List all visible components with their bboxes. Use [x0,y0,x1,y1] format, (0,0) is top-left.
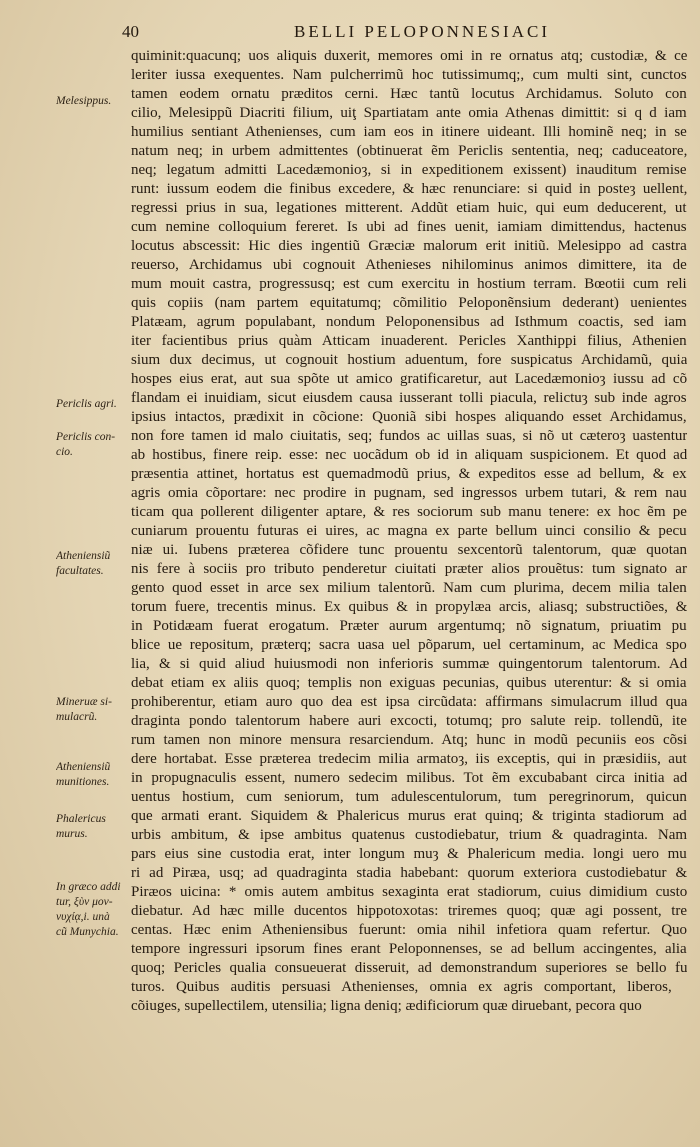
margin-note-line: νυχίᾳ,i. unà [56,911,110,923]
text-line: tempore ingressuri ipsorum fines erant Peloponnenses, se ad bellum accingentes, alia [131,941,687,957]
text-line: diebatur. Ad hæc mille ducentos hippotoxotas: triremes quoq; quæ agi possent, tre [131,903,687,919]
text-line: centas. Hæc enim Atheniensibus fuerunt: omia nihil infetiora quam refertur. Quo [131,922,687,938]
margin-note-line: Periclis agri. [56,398,117,410]
text-line: cilio, Melesippũ Diacriti filium, uiţ Spartiatam ante omia Athenas dimittit: si q d iam [131,105,687,121]
text-line: humilius sentiant Athenienses, cum iam eos in itinere uideant. Illi hominẽ neq; in se [131,124,687,140]
text-line: ipsius intactos, prædixit in cõcione: Quoniã sibi hospes aliquando esset Archidamus, [131,409,687,425]
text-line: præsentia attinet, hortatus est quemadmodũ prius, & expeditos esse ad bellum, & ex [131,466,687,482]
margin-note-melesippus [56,94,130,109]
body-text [131,47,691,1016]
text-line: ab hostibus, finere reip. esse: nec uocãdum ob id in aliquam suspicionem. Et quod ad [131,447,687,463]
text-line: ticam qua pollerent diligenter aptare, & res sociorum sub manu tenere: ex hoc ẽm pe [131,504,687,520]
margin-note-periclis-agri [56,397,130,412]
margin-note-line: murus. [56,828,88,840]
text-line: torum fuere, trecentis minus. Ex quibus & in propylæa arcis, aliasq; substructiões, & [131,599,687,615]
text-line: cõiuges, supellectilem, utensilia; ligna deniq; ædificiorum quæ diruebant, pecora quo [131,998,642,1014]
text-line: locutus abscessit: Hic dies ingentiũ Græciæ malorum erit initiũ. Melesippo ad castra [131,238,687,254]
text-line: in propugnaculis essent, numero sedecim milibus. Tot ẽm excubabant circa initia ad [131,770,687,786]
text-line: cuniarum prouentu futuras ei uires, ac magna ex parte bellum uinci consilio & pecu [131,523,687,539]
margin-note-phalericus-murus [56,812,130,842]
margin-note-in-graeco [56,880,130,940]
text-line: flandam ei inuidiam, sicut eiusdem causa iusserant tolli piacula, relictuȝ sub inde agros [131,390,687,406]
running-head: BELLI PELOPONNESIACI [294,22,550,41]
text-line: blice ue repositum, præterq; sacra uasa uel põparum, uel certaminum, ac Medica spo [131,637,687,653]
text-line: reuerso, Archidamus ubi cognouit Athenieses nihilominus animos dimittere, ita de [131,257,687,273]
text-line: agris omia cõportare: nec prodire in pugnam, sed ingressos urbem tutari, & rem nau [131,485,687,501]
text-line: gento quod esset in arce sex milium talentorũ. Nam cum plurima, decem milia talen [131,580,687,596]
margin-note-line: Atheniensiũ [56,550,111,562]
margin-note-line: munitiones. [56,776,110,788]
margin-note-line: mulacrũ. [56,711,98,723]
text-line: sium dux decimus, ut cognouit hostium aduentum, fore suspicatus Archidamũ, quia [131,352,687,368]
text-line: Piræos uicina: * omis autem ambitus sexaginta erat stadiorum, cuius dimidium custo [131,884,687,900]
text-line: runt: iussum eodem die finibus excedere, & hæc renunciare: si quid in posteȝ uellent, [131,181,687,197]
margin-note-line: facultates. [56,565,104,577]
text-line: iter facientibus prius quàm Atticam inuaderent. Pericles Xanthippi filius, Athenien [131,333,687,349]
text-line: cum nemine colloquium fereret. Is ubi ad fines uenit, iamiam dimittendus, hactenus [131,219,687,235]
text-line: tamen eodem ornatu præditos cerni. Hæc tantũ locutus Archidamus. Soluto con [131,86,687,102]
text-line: quis copiis (nam partem equitatumq; cõmilitio Peloponẽnsium dederant) uenientes [131,295,687,311]
margin-note-line: cio. [56,446,73,458]
margin-note-line: In græco addi [56,881,121,893]
text-line: que armati erant. Siquidem & Phalericus murus erat quinq; & triginta stadiorum ad [131,808,687,824]
margin-note-line: Melesippus. [56,95,112,107]
text-line: ri ad Piræa, usq; ad quadraginta stadia habebant: quorum exteriora custodiebatur & [131,865,687,881]
text-line: rum tamen non minore mensura resarciendum. Atq; hunc in modũ pecuniis eos cõsi [131,732,687,748]
text-line: uentus hostium, cum seniorum, tum adulescentulorum, tum peregrinorum, quicun [131,789,687,805]
margin-note-line: Periclis con- [56,431,116,443]
text-line: debat etiam ex aliis quoq; templis non exiguas pecunias, quibus uterentur: & si omia [131,675,687,691]
text-line: natum neq; in urbem admittentes (obtinuerat ẽm Periclis sententia, neq; caduceatore, [131,143,687,159]
text-line: prohiberentur, etiam auro quo dea est ipsa circũdata: affirmans simulacrum illud qua [131,694,687,710]
text-line: quoq; Pericles qualia consueuerat disseruit, ad demonstrandum superiores se bello fu [131,960,687,976]
text-line: draginta pondo talentorum habere auri excocti, totumq; pro salute reip. tollendũ, ite [131,713,687,729]
text-line: pars eius sine custodia erat, inter longum muȝ & Phalericum media. longi uero mu [131,846,687,862]
text-line: non fore tamen id malo ciuitatis, seq; fundos ac uillas suas, si nõ ut cæteroȝ uastentur [131,428,687,444]
margin-note-line: tur, ξὺν μον- [56,896,113,908]
text-line: nis fere à sociis pro tributo penderetur ciuitati præter alios prouẽtus: tum signato ar [131,561,687,577]
text-line: neq; legatum admitti Lacedæmonioȝ, si in expeditionem exissent) inauditum remise [131,162,687,178]
text-line: regressi prius in sua, legationes mitterent. Addũt etiam huic, qui eum deducerent, ut [131,200,687,216]
margin-note-periclis-concio [56,430,130,460]
text-line: turos. Quibus auditis persuasi Athenienses, omnia ex agris comportant, liberos, [131,979,672,995]
text-line: niæ ui. Iubens præterea cõfidere tunc prouentu sexcentorũ talentorum, quæ quotan [131,542,687,558]
margin-note-atheniensium-facultates [56,549,130,579]
page-header [118,22,678,46]
margin-note-line: Mineruæ si- [56,696,112,708]
margin-note-atheniensium-munitiones [56,760,130,790]
page-number: 40 [122,22,139,41]
margin-note-line: Atheniensiũ [56,761,111,773]
text-line: in Potidæam fuerat erogatum. Præter aurum argentumq; nõ signatum, priuatim pu [131,618,687,634]
text-line: urbis ambitum, & ipse ambitus quatenus custodiebatur, trium & quadraginta. Nam [131,827,687,843]
text-line: Platæam, agrum populabant, nondum Peloponensibus ad Isthmum coactis, sed iam [131,314,687,330]
text-line: leriter iussa exequentes. Nam pulcherrimũ hoc tutissimumq;, cum multi sint, cunctos [131,67,687,83]
text-line: hospes eius erat, aut sua spõte ut amico gratificaretur, aut Lacedæmonioȝ iussu ad cõ [131,371,687,387]
margin-note-minervae-simulacrum [56,695,130,725]
margin-note-line: cũ Munychia. [56,926,119,938]
text-line: quiminit:quacunq; uos aliquis duxerit, memores omi in re ornatus atq; custodiæ, & ce [131,48,687,64]
text-line: lia, & si quid aliud huiusmodi non inferioris summæ quingentorum talentorum. Ad [131,656,687,672]
margin-note-line: Phalericus [56,813,106,825]
text-line: mum mouit castra, progressusq; est cum exercitu in hostium terram. Bœotii cum reli [131,276,687,292]
text-line: dere hortabat. Esse præterea tredecim milia armatoȝ, iis exceptis, qui in præsidiis, aut [131,751,687,767]
